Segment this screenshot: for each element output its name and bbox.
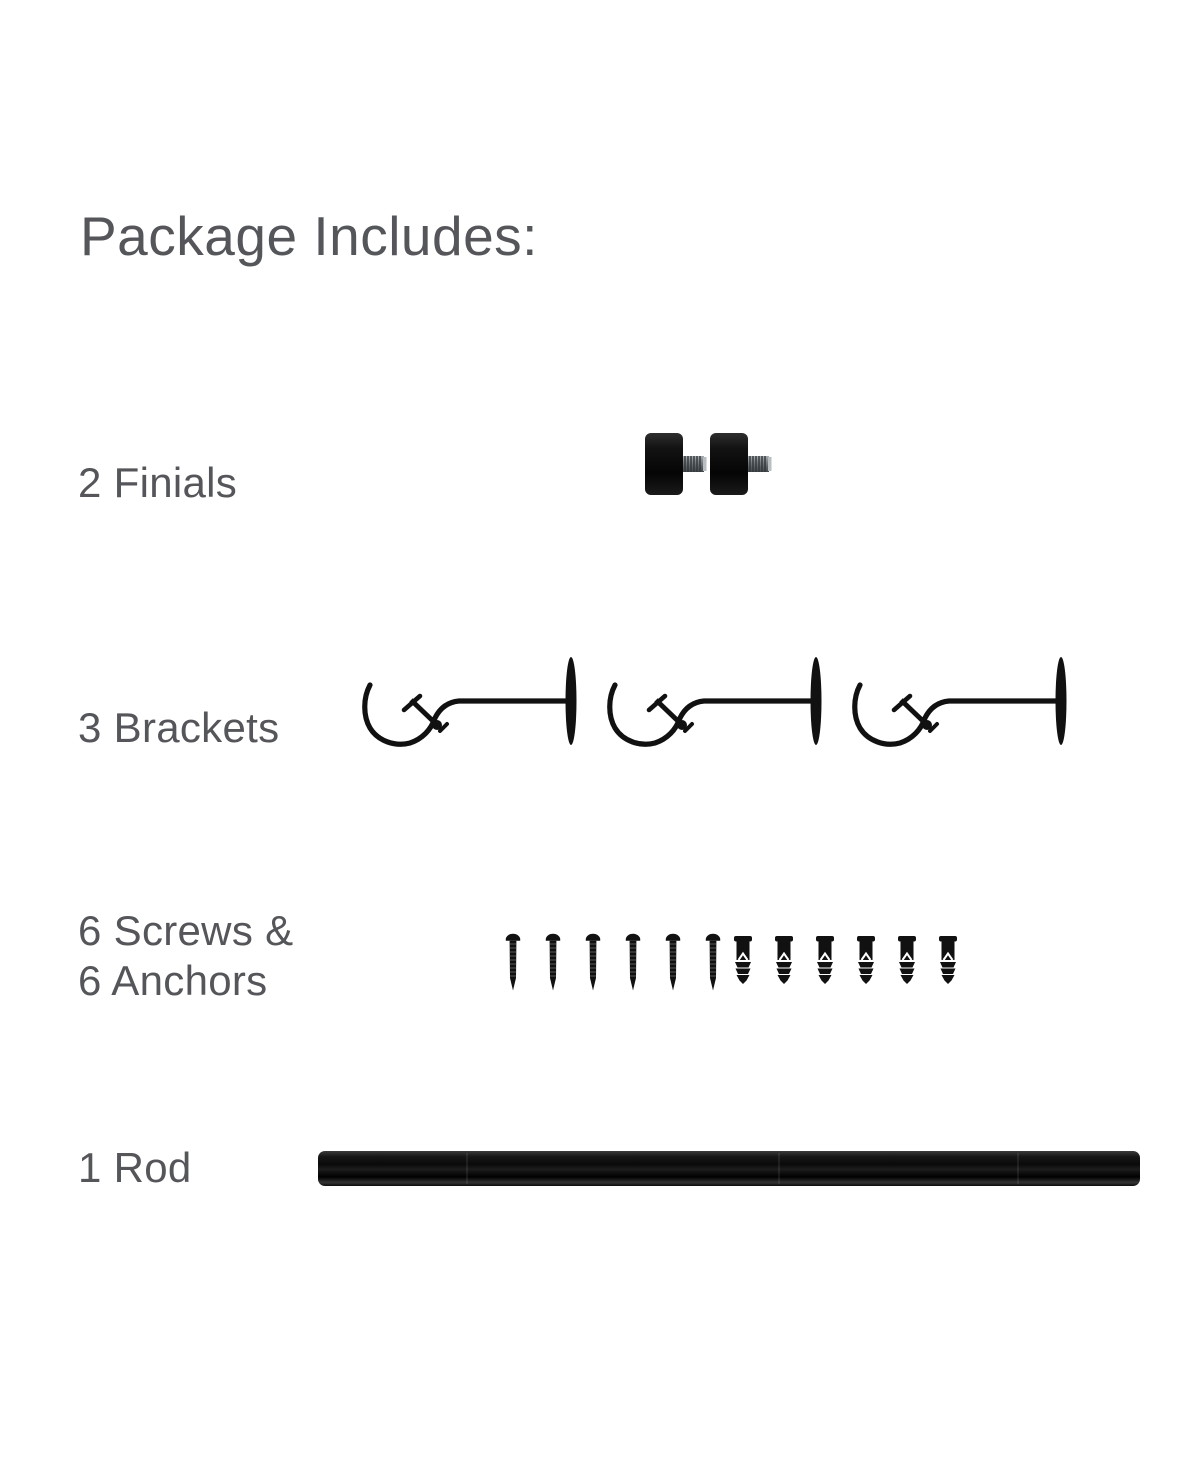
rod-seam (778, 1153, 780, 1184)
finial-icon (710, 433, 772, 495)
anchors-label-line: 6 Anchors (78, 956, 268, 1004)
finials-label: 2 Finials (78, 459, 238, 506)
rod-icon (318, 1151, 1140, 1186)
screw-icon (545, 931, 561, 993)
finial-icon (645, 433, 707, 495)
brackets-label: 3 Brackets (78, 704, 280, 751)
anchors-illustration (733, 936, 958, 984)
rod-seam (1017, 1153, 1019, 1184)
finials-illustration (645, 433, 772, 495)
anchor-icon (774, 936, 794, 984)
anchor-icon (856, 936, 876, 984)
screw-icon (585, 931, 601, 993)
screws-illustration (505, 931, 721, 993)
screw-icon (505, 931, 521, 993)
bracket-icon (607, 655, 825, 750)
anchor-icon (938, 936, 958, 984)
screw-icon (665, 931, 681, 993)
anchor-icon (733, 936, 753, 984)
brackets-illustration (362, 655, 1070, 750)
anchor-icon (897, 936, 917, 984)
page-title: Package Includes: (80, 205, 538, 267)
rod-seam (466, 1153, 468, 1184)
screw-icon (625, 931, 641, 993)
bracket-icon (362, 655, 580, 750)
bracket-icon (852, 655, 1070, 750)
screw-icon (705, 931, 721, 993)
anchor-icon (815, 936, 835, 984)
screws-label-line: 6 Screws & (78, 907, 294, 954)
rod-label: 1 Rod (78, 1144, 192, 1191)
screws-anchors-label (78, 906, 293, 1005)
